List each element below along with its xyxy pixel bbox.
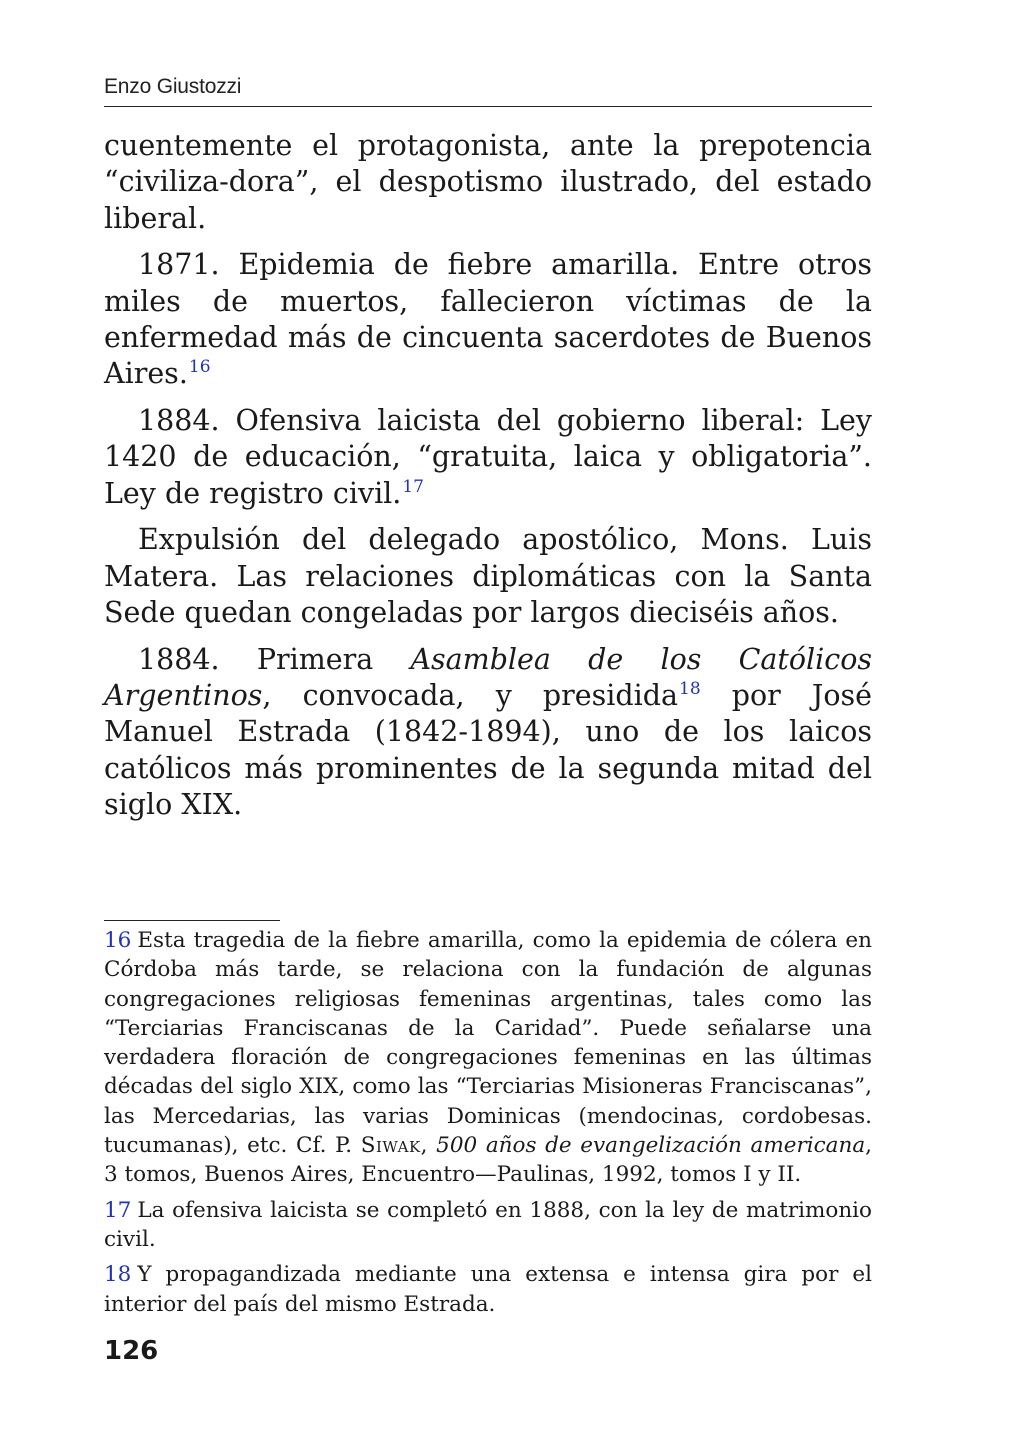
footnote-ref-18[interactable]: 18 xyxy=(679,679,701,700)
author-name: Siwak xyxy=(360,1133,421,1159)
footnote-17 xyxy=(104,1196,872,1255)
running-head: Enzo Giustozzi xyxy=(104,75,242,98)
paragraph-text: , convocada, y presidida xyxy=(262,679,678,713)
paragraph-text: cuentemente el protagonista, ante la prepotencia “civiliza-dora”, el despotismo ilustrado, del estado liberal. xyxy=(104,129,872,235)
header-divider xyxy=(104,106,872,107)
footnote-16 xyxy=(104,926,872,1190)
paragraph-text: Expulsión del delegado apostólico, Mons. Luis Matera. Las relaciones diplomáticas con la Santa Sede quedan congeladas por largos dieciséis años. xyxy=(104,523,872,630)
paragraph-1871 xyxy=(104,247,872,392)
footnote-text: La ofensiva laicista se completó en 1888, con la ley de matrimonio civil. xyxy=(104,1197,872,1252)
footnote-number[interactable]: 17 xyxy=(104,1197,132,1223)
footnote-divider xyxy=(104,920,280,921)
italic-title: Asamblea de los Católicos Argentinos xyxy=(104,642,872,713)
footnote-number[interactable]: 16 xyxy=(104,928,132,953)
paragraph-text: por José Manuel Estrada (1842-1894), uno de los laicos católicos más prominentes de la segunda mitad del siglo XIX. xyxy=(104,679,872,822)
paragraph-text: 1884. Primera xyxy=(138,642,411,676)
footnote-ref-17[interactable]: 17 xyxy=(402,476,424,497)
italic-title: 500 años de evangelización americana xyxy=(436,1133,866,1159)
footnote-number[interactable]: 18 xyxy=(104,1262,132,1288)
footnote-18 xyxy=(104,1260,872,1319)
main-text xyxy=(104,128,872,834)
footnote-text: , 3 tomos, Buenos Aires, Encuentro—Paulinas, 1992, tomos I y II. xyxy=(104,1133,873,1188)
footnote-ref-16[interactable]: 16 xyxy=(188,357,211,378)
paragraph-1884-asamblea xyxy=(104,642,872,823)
footnote-text: Y propagandizada mediante una extensa e intensa gira por el interior del país del mismo Estrada. xyxy=(104,1262,872,1317)
paragraph-continuation xyxy=(104,128,872,237)
paragraph-text: 1884. Ofensiva laicista del gobierno liberal: Ley 1420 de educación, “gratuita, laica y obligatoria”. Ley de registro civil. xyxy=(104,404,872,510)
paragraph-text: 1871. Epidemia de fiebre amarilla. Entre otros miles de muertos, fallecieron víctimas de la enfermedad más de cincuenta sacerdotes de Buenos Aires. xyxy=(104,248,872,391)
page-number: 126 xyxy=(104,1336,159,1366)
footnotes xyxy=(104,926,872,1325)
paragraph-expulsion xyxy=(104,522,872,631)
footnote-text: Esta tragedia de la fiebre amarilla, como la epidemia de cólera en Córdoba más tarde, se relaciona con la fundación de algunas congregaciones religiosas femeninas argentinas, tales como las “Terciarias Franciscanas de la Caridad”. Puede señalarse una verdadera floración de congregaciones femeninas en las últimas décadas del siglo XIX, como las “Terciarias Misioneras Franciscanas”, las Mercedarias, las varias Dominicas (mendocinas, cordobesas. tucumanas), etc. Cf. P. xyxy=(104,928,872,1159)
footnote-text: , xyxy=(420,1133,437,1159)
paragraph-1884-ofensiva xyxy=(104,403,872,512)
